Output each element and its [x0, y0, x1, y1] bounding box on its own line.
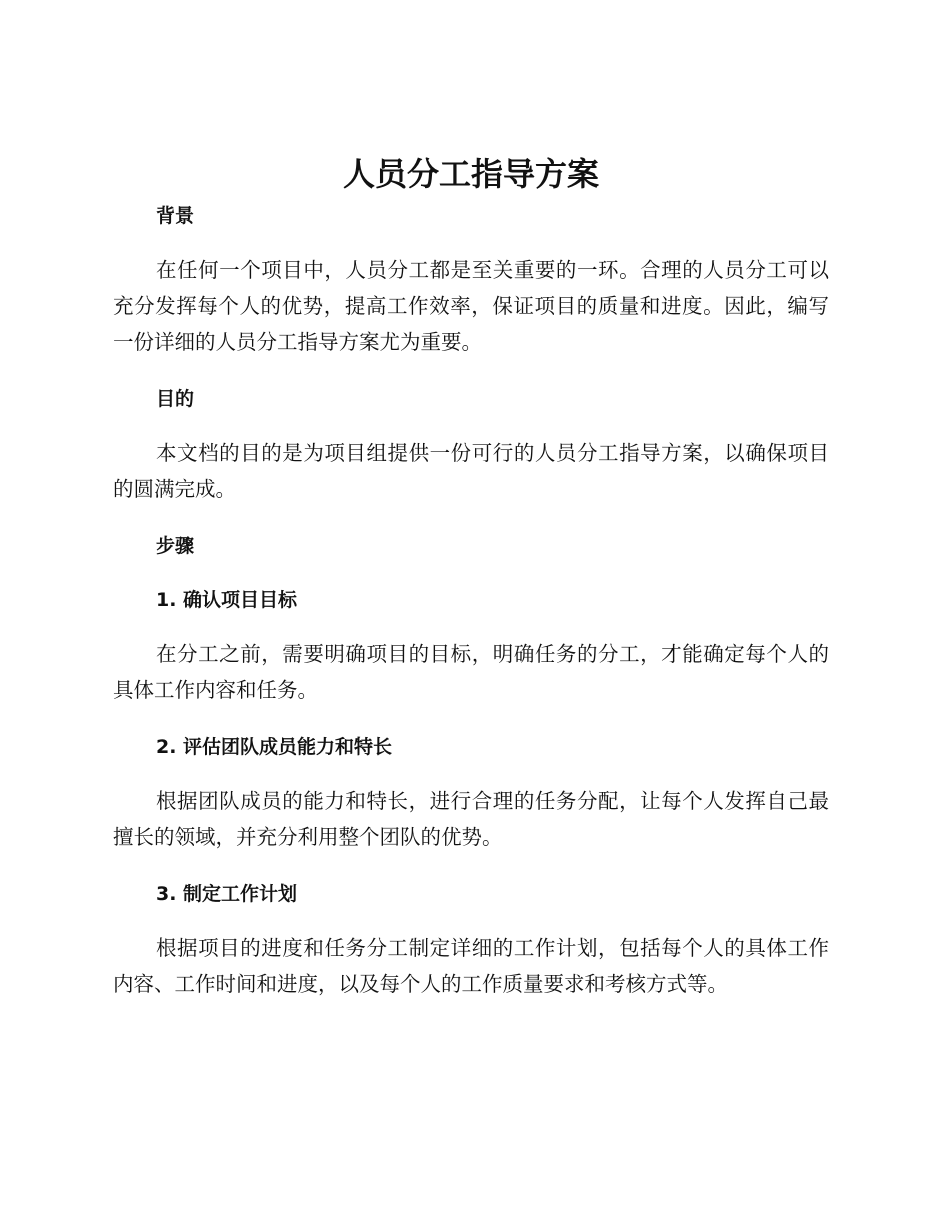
section-body-background: 在任何一个项目中，人员分工都是至关重要的一环。合理的人员分工可以充分发挥每个人的优势，提高工作效率，保证项目的质量和进度。因此，编写一份详细的人员分工指导方案尤为重要。 [113, 258, 829, 354]
step-body-3: 根据项目的进度和任务分工制定详细的工作计划，包括每个人的具体工作内容、工作时间和进度，以及每个人的工作质量要求和考核方式等。 [113, 936, 829, 996]
step-heading-2: 2. 评估团队成员能力和特长 [156, 736, 393, 758]
step-body-2: 根据团队成员的能力和特长，进行合理的任务分配，让每个人发挥自己最擅长的领域，并充分利用整个团队的优势。 [113, 789, 829, 849]
step-heading-1: 1. 确认项目目标 [156, 589, 298, 611]
section-heading-steps: 步骤 [156, 535, 195, 557]
step-body-1: 在分工之前，需要明确项目的目标，明确任务的分工，才能确定每个人的具体工作内容和任务。 [113, 642, 829, 702]
section-heading-purpose: 目的 [156, 388, 195, 410]
section-body-purpose: 本文档的目的是为项目组提供一份可行的人员分工指导方案，以确保项目的圆满完成。 [113, 441, 829, 501]
document-content [113, 148, 829, 1002]
document-title: 人员分工指导方案 [342, 155, 599, 193]
section-heading-background: 背景 [156, 205, 195, 227]
step-heading-3: 3. 制定工作计划 [156, 883, 298, 905]
